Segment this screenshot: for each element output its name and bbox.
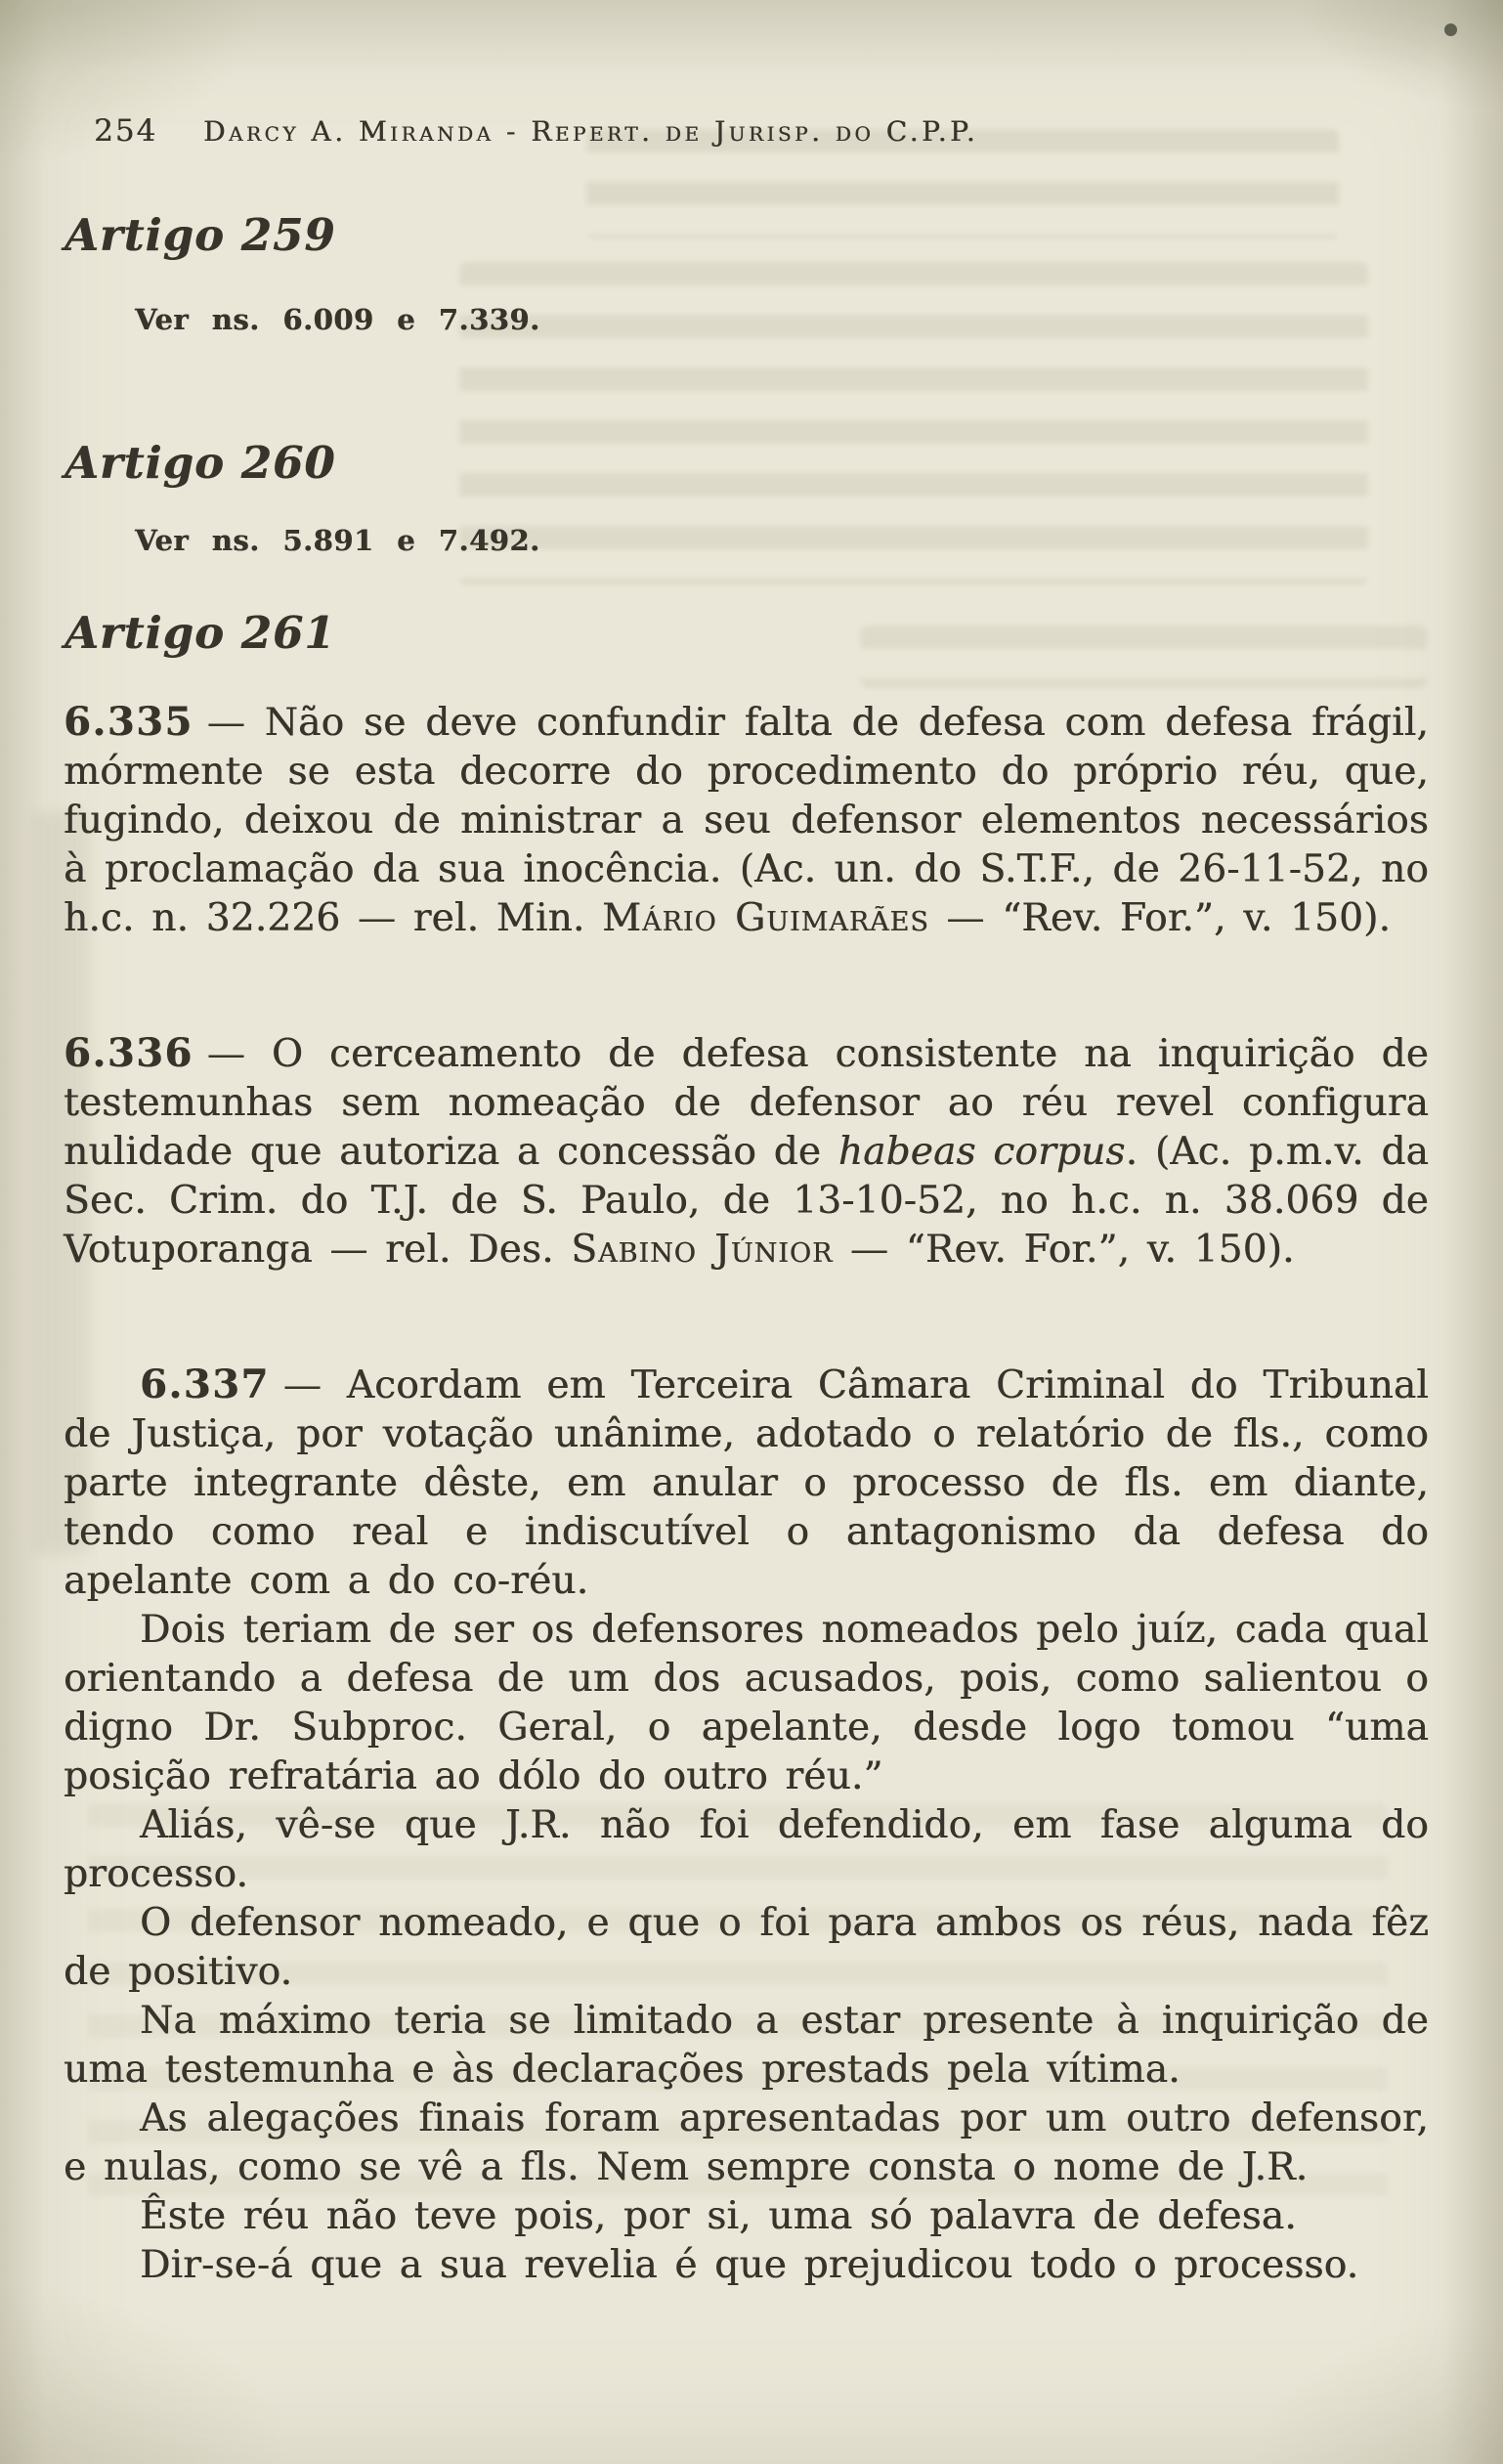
article-259-reference: Ver ns. 6.009 e 7.339. xyxy=(135,303,540,336)
entry-6337-paragraph-8: Dir-se-á que a sua revelia é que prejudicou todo o processo. xyxy=(140,2243,1359,2287)
bleed-through-artifact xyxy=(860,626,1427,688)
article-260-reference: Ver ns. 5.891 e 7.492. xyxy=(135,524,540,557)
entry-6337 xyxy=(64,1361,1429,2290)
entry-6337-number: 6.337 xyxy=(140,1362,270,1407)
entry-6336-text-2: . (Ac. p.m.v. da Sec. Crim. do T.J. de S. Paulo, de 13-10-52, no h.c. n. 38.069 de Votuporanga — rel. Des. xyxy=(64,1130,1429,1272)
entry-6336-latin-term: habeas corpus xyxy=(837,1130,1126,1174)
entry-6337-paragraph-3: Aliás, vê-se que J.R. não foi defendido, em fase alguma do processo. xyxy=(64,1803,1429,1896)
page-number: 254 xyxy=(94,113,158,149)
entry-6336-citation-tail: — “Rev. For.”, v. 150). xyxy=(833,1228,1295,1272)
entry-6335-judge-name: Mário Guimarães xyxy=(602,896,929,940)
entry-6337-paragraph-2: Dois teriam de ser os defensores nomeados pelo juíz, cada qual orientando a defesa de um dos acusados, pois, como salientou o digno Dr. Subproc. Geral, o apelante, desde logo tomou “uma posição refratária ao dólo do outro réu.” xyxy=(64,1608,1430,1798)
entry-6337-paragraph-1 xyxy=(64,1361,1429,1606)
entry-6337-paragraph-7: Êste réu não teve pois, por si, uma só palavra de defesa. xyxy=(140,2194,1297,2238)
entry-6335-number: 6.335 xyxy=(64,699,193,745)
running-header: Darcy A. Miranda - Repert. de Jurisp. do C.P.P. xyxy=(203,115,979,148)
entry-6336-number: 6.336 xyxy=(64,1030,193,1076)
entry-6337-paragraph-4: O defensor nomeado, e que o foi para ambos os réus, nada fêz de positivo. xyxy=(64,1901,1429,1994)
article-260-heading: Artigo 260 xyxy=(64,437,336,489)
article-259-heading: Artigo 259 xyxy=(64,209,336,261)
bleed-through-artifact xyxy=(459,262,1368,584)
entry-6337-paragraph-5: Na máximo teria se limitado a estar presente à inquirição de uma testemunha e às declarações prestads pela vítima. xyxy=(64,1999,1429,2092)
entry-6336-text: — O cerceamento de defesa consistente na inquirição de testemunhas sem nomeação de defensor ao réu revel configura nulidade que autoriza a concessão de xyxy=(64,1032,1429,1174)
article-261-heading: Artigo 261 xyxy=(64,607,336,659)
entry-6335-text: — Não se deve confundir falta de defesa com defesa frágil, mórmente se esta decorre do procedimento do próprio réu, que, fugindo, deixou de ministrar a seu defensor elementos necessários à proclamação da sua inocência. (Ac. un. do S.T.F., de 26-11-52, no h.c. n. 32.226 — rel. Min. xyxy=(64,701,1429,940)
entry-6335 xyxy=(64,698,1429,943)
entry-6336-judge-name: Sabino Júnior xyxy=(571,1228,834,1272)
entry-6335-citation-tail: — “Rev. For.”, v. 150). xyxy=(928,896,1392,940)
entry-6337-paragraph-6: As alegações finais foram apresentadas por um outro defensor, e nulas, como se vê a fls. Nem sempre consta o nome de J.R. xyxy=(64,2097,1429,2189)
entry-6336 xyxy=(64,1029,1429,1275)
entry-6337-paragraph-1-text: — Acordam em Terceira Câmara Criminal do Tribunal de Justiça, por votação unânime, adotado o relatório de fls., como parte integrante dêste, em anular o processo de fls. em diante, tendo como real e indiscutível o antagonismo da defesa do apelante com a do co-réu. xyxy=(64,1363,1429,1603)
ink-speck xyxy=(1444,23,1457,36)
